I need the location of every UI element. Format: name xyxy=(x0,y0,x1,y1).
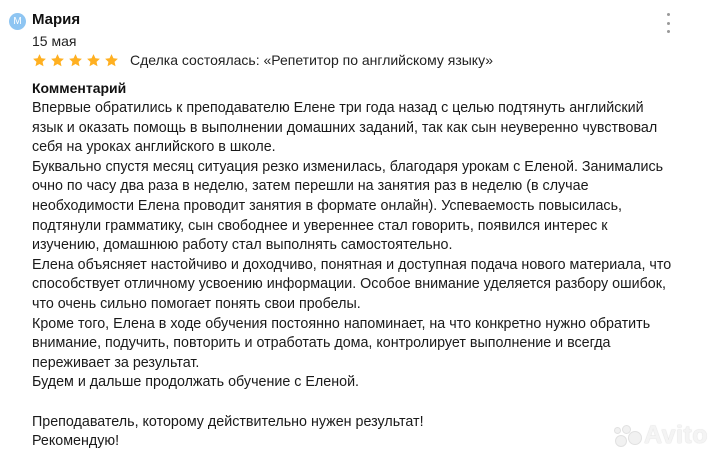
more-options-icon[interactable] xyxy=(662,10,674,36)
comment-line: подтянули грамматику, сын свободнее и увереннее стал говорить, появился интерес к xyxy=(32,217,608,234)
avito-watermark xyxy=(613,421,708,450)
comment-line: Будем и дальше продолжать обучение с Еленой. xyxy=(32,374,360,391)
deal-status: Сделка состоялась: «Репетитор по английскому языку» xyxy=(130,52,494,68)
comment-line: Буквально спустя месяц ситуация резко изменилась, благодаря урокам с Еленой. Занимались xyxy=(32,158,664,175)
star-icon xyxy=(104,53,119,68)
review-date: 15 мая xyxy=(32,33,77,49)
comment-line: Впервые обратились к преподавателю Елене три года назад с целью подтянуть английский xyxy=(32,100,644,116)
comment-line: язык и оказать помощь в выполнении домашних заданий, так как сын неуверенно чувствовал xyxy=(32,119,658,136)
comment-line: себя на уроках английского в школе. xyxy=(32,139,276,156)
watermark-text: Avito xyxy=(644,421,709,449)
comment-line: способствует отличному усвоению информации. Особое внимание уделяется разбору ошибок, xyxy=(32,276,666,293)
comment-line: Кроме того, Елена в ходе обучения постоянно напоминает, на что конкретно нужно обратить xyxy=(32,315,651,332)
comment-line: необходимости Елена проводит занятия в формате онлайн). Успеваемость повысилась, xyxy=(32,197,623,214)
review-text xyxy=(32,99,704,452)
star-icon xyxy=(50,53,65,68)
comment-heading: Комментарий xyxy=(32,80,127,96)
blank-line xyxy=(32,393,704,413)
star-icon xyxy=(68,53,83,68)
rating-row xyxy=(32,52,493,68)
comment-line: изучению, домашнюю работу стал выполнять самостоятельно. xyxy=(32,237,453,254)
comment-line: Преподаватель, которому действительно нужен результат! xyxy=(32,413,424,430)
comment-line: переживает за результат. xyxy=(32,354,200,371)
comment-line: Рекомендую! xyxy=(32,433,120,450)
avatar[interactable]: М xyxy=(9,13,26,30)
avito-logo-icon xyxy=(613,422,641,450)
comment-line: Елена объясняет настойчиво и доходчиво, понятная и доступная подача нового материала, что xyxy=(32,256,672,273)
comment-line: что очень сильно помогает понять свои пробелы. xyxy=(32,295,361,312)
star-icon xyxy=(32,53,47,68)
star-icon xyxy=(86,53,101,68)
comment-line: внимание, подучить, повторить и отработать дома, контролирует выполнение и всегда xyxy=(32,335,611,352)
comment-line: очно по часу два раза в неделю, затем перешли на занятия раз в неделю (в случае xyxy=(32,178,589,195)
star-rating xyxy=(32,53,122,68)
author-name[interactable]: Мария xyxy=(32,11,81,28)
